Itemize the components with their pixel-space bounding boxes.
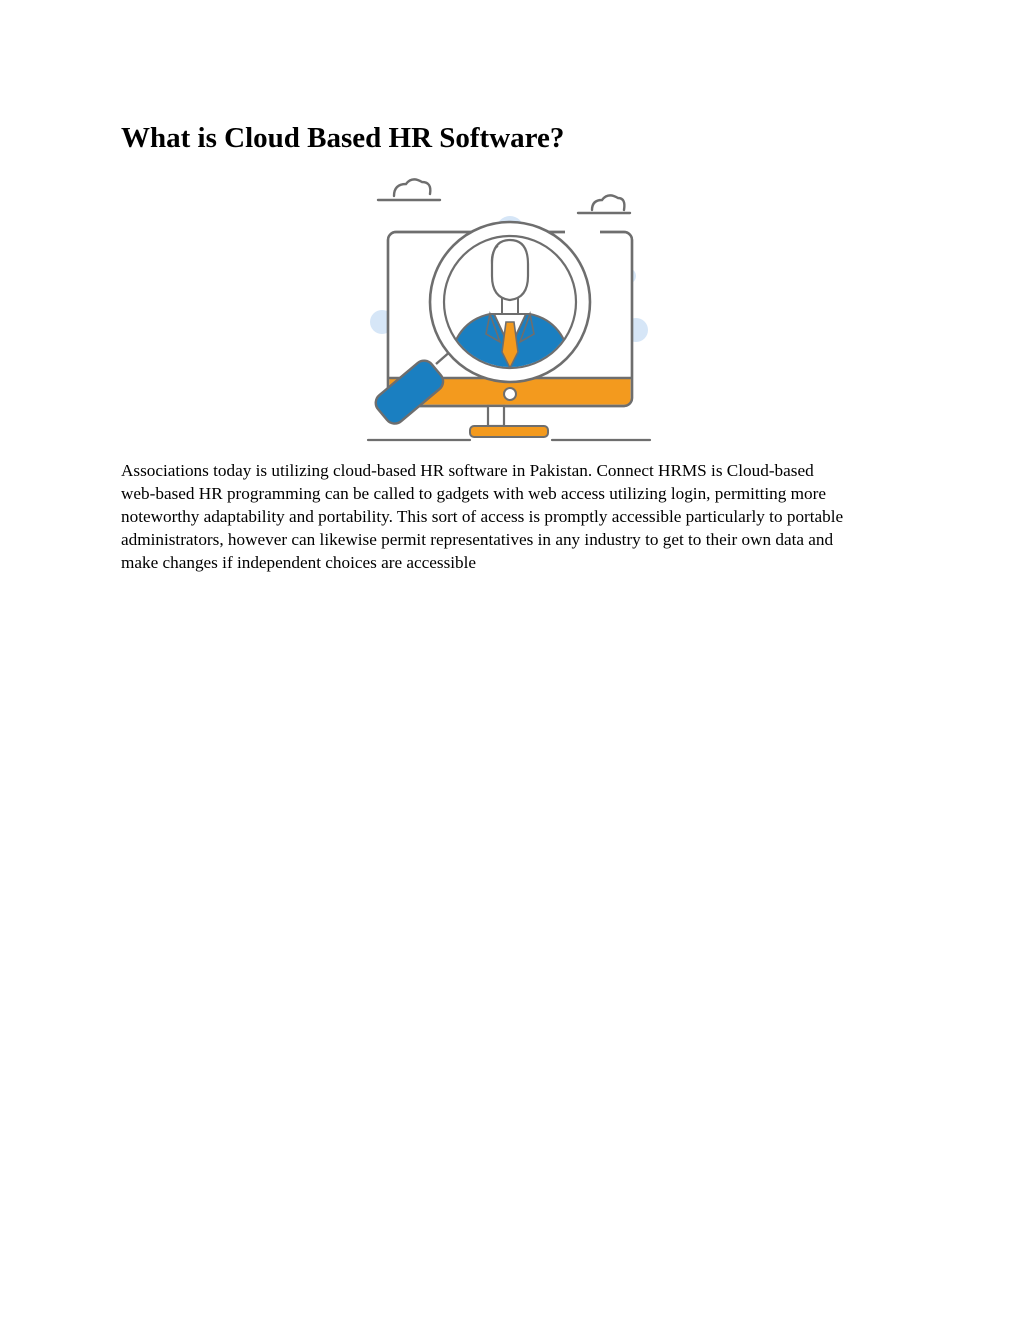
body-paragraph <box>121 459 911 574</box>
paragraph-line: administrators, however can likewise permit representatives in any industry to get to their own data and <box>121 530 834 549</box>
paragraph-line: web-based HR programming can be called to gadgets with web access utilizing login, permitting more <box>121 484 826 503</box>
cloud-icon <box>378 179 440 200</box>
paragraph-line: make changes if independent choices are accessible <box>121 553 477 572</box>
cloud-icon <box>578 195 630 213</box>
paragraph-line: Associations today is utilizing cloud-based HR software in Pakistan. Connect HRMS is Cloud-based <box>121 461 814 480</box>
hr-search-monitor-icon <box>360 172 660 448</box>
paragraph-line: noteworthy adaptability and portability. This sort of access is promptly accessible particularly to portable <box>121 507 844 526</box>
page-title: What is Cloud Based HR Software? <box>121 122 565 154</box>
